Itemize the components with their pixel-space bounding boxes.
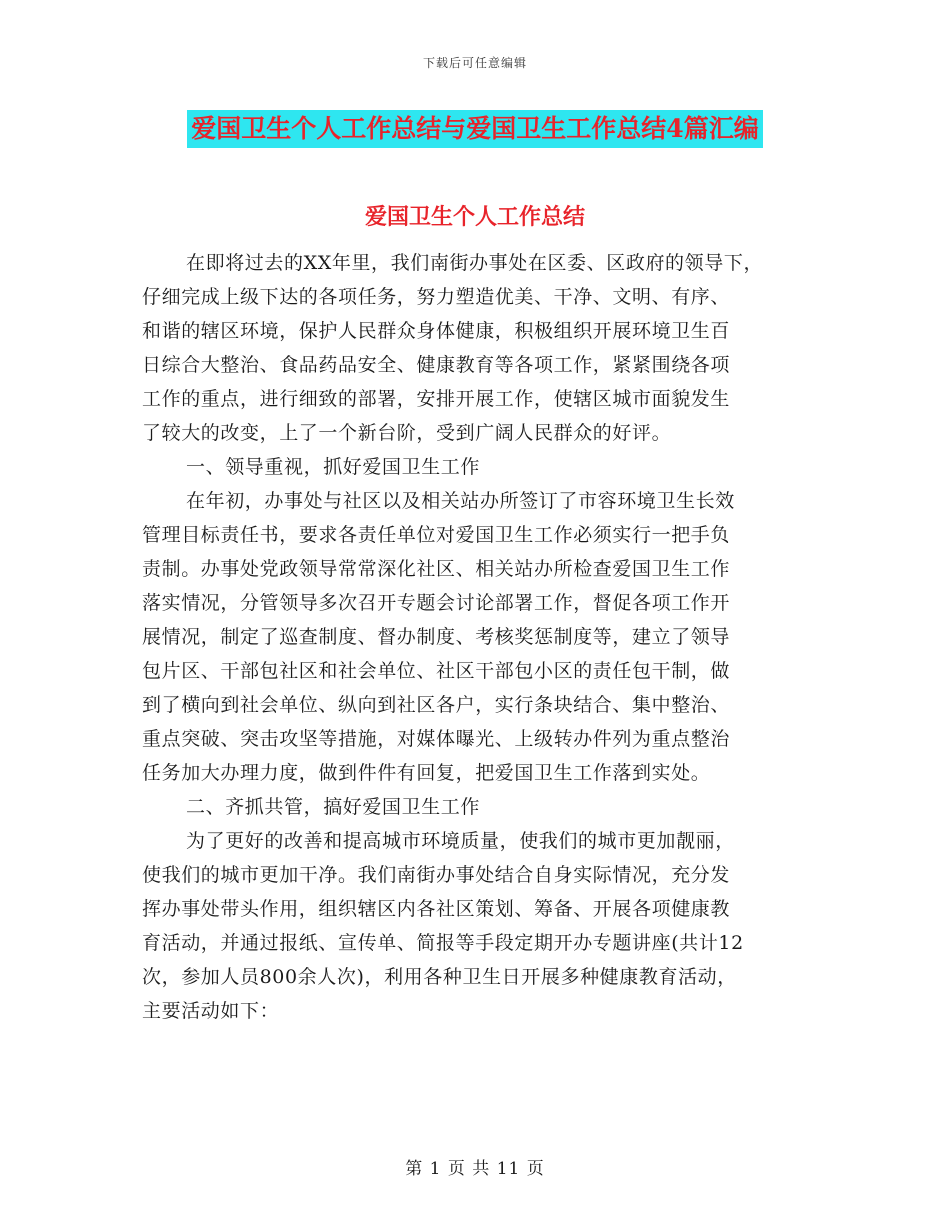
paragraph-line: 主要活动如下： [142,1000,280,1022]
page-number: 1 [429,1159,442,1179]
page-label-prefix: 第 [405,1159,424,1179]
subheading-line: 二、齐抓共管，搞好爱国卫生工作 [186,796,481,818]
paragraph-line: 育活动，并通过报纸、宣传单、简报等手段定期开办专题讲座(共计12 [142,932,744,954]
paragraph-line: 任务加大办理力度，做到件件有回复，把爱国卫生工作落到实处。 [142,762,711,784]
paragraph-line: 和谐的辖区环境，保护人民群众身体健康，积极组织开展环境卫生百 [142,320,731,342]
paragraph-line: 到了横向到社会单位、纵向到社区各户，实行条块结合、集中整治、 [142,694,731,716]
page-footer [0,1154,950,1179]
paragraph-line: 在即将过去的XX年里，我们南街办事处在区委、区政府的领导下， [186,252,764,274]
subheading-line: 一、领导重视，抓好爱国卫生工作 [186,456,481,478]
paragraph-line: 使我们的城市更加干净。我们南街办事处结合自身实际情况，充分发 [142,864,731,886]
document-body [142,246,812,1028]
page-header: 下载后可任意编辑 [422,56,527,70]
paragraph-line: 包片区、干部包社区和社会单位、社区干部包小区的责任包干制，做 [142,660,731,682]
paragraph-line: 挥办事处带头作用，组织辖区内各社区策划、筹备、开展各项健康教 [142,898,731,920]
paragraph-line: 责制。办事处党政领导常常深化社区、相关站办所检查爱国卫生工作 [142,558,731,580]
section-title: 爱国卫生个人工作总结 [364,204,585,230]
paragraph-line: 管理目标责任书，要求各责任单位对爱国卫生工作必须实行一把手负 [142,524,731,546]
paragraph-line: 为了更好的改善和提高城市环境质量，使我们的城市更加靓丽， [186,830,735,852]
paragraph-line: 次，参加人员800余人次)，利用各种卫生日开展多种健康教育活动， [142,966,737,988]
document-title-container [0,110,950,148]
paragraph-line: 工作的重点，进行细致的部署，安排开展工作，使辖区城市面貌发生 [142,388,731,410]
paragraph-line: 在年初，办事处与社区以及相关站办所签订了市容环境卫生长效 [186,490,735,512]
paragraph-line: 落实情况，分管领导多次召开专题会讨论部署工作，督促各项工作开 [142,592,731,614]
page-label-mid: 页 共 [447,1159,491,1179]
paragraph-line: 了较大的改变，上了一个新台阶，受到广阔人民群众的好评。 [142,422,672,444]
page-label-suffix: 页 [526,1159,545,1179]
paragraph-line: 仔细完成上级下达的各项任务，努力塑造优美、干净、文明、有序、 [142,286,731,308]
total-pages: 11 [496,1159,521,1179]
document-title: 爱国卫生个人工作总结与爱国卫生工作总结4篇汇编 [187,110,762,148]
paragraph-line: 重点突破、突击攻坚等措施，对媒体曝光、上级转办件列为重点整治 [142,728,731,750]
paragraph-line: 展情况，制定了巡查制度、督办制度、考核奖惩制度等，建立了领导 [142,626,731,648]
paragraph-line: 日综合大整治、食品药品安全、健康教育等各项工作，紧紧围绕各项 [142,354,731,376]
